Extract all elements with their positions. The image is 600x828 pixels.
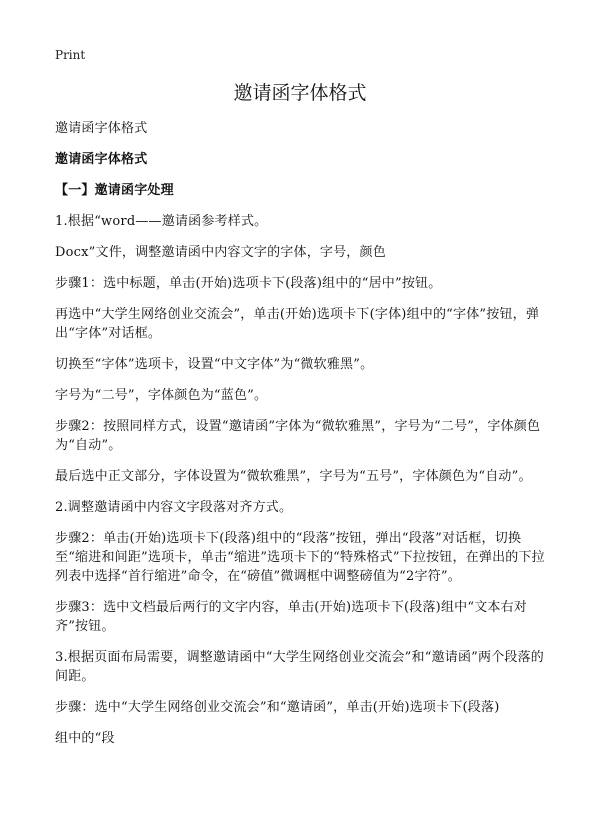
paragraph-11: 步骤3：选中文档最后两行的文字内容，单击(开始)选项卡下(段落)组中“文本右对齐”按钮。 xyxy=(55,600,528,634)
paragraph-5: 切换至“字体”选项卡，设置“中文字体”为“微软雅黑”。 xyxy=(55,357,374,372)
paragraph-3: 步骤1：选中标题，单击(开始)选项卡下(段落)组中的“居中”按钮。 xyxy=(55,276,442,291)
paragraph-8: 最后选中正文部分，字体设置为“微软雅黑”，字号为“五号”，字体颜色为“自动”。 xyxy=(55,469,532,484)
paragraph-13: 步骤：选中“大学生网络创业交流会”和“邀请函”，单击(开始)选项卡下(段落) xyxy=(55,700,500,715)
document-body xyxy=(55,119,545,760)
paragraph-9: 2.调整邀请函中内容文字段落对齐方式。 xyxy=(55,500,293,515)
paragraph-12: 3.根据页面布局需要，调整邀请函中“大学生网络创业交流会”和“邀请函”两个段落的间距。 xyxy=(55,650,544,684)
print-label: Print xyxy=(55,48,86,62)
paragraph-14: 组中的“段 xyxy=(55,731,115,746)
paragraph-2: Docx”文件，调整邀请函中内容文字的字体，字号，颜色 xyxy=(55,245,386,260)
document-subtitle: 邀请函字体格式 xyxy=(55,121,148,136)
paragraph-10: 步骤2：单击(开始)选项卡下(段落)组中的“段落”按钮，弹出“段落”对话框，切换至“缩进和间距”选项卡，单击“缩进”选项卡下的“特殊格式”下拉按钮，在弹出的下拉列表中选择“首行缩进”命令，在“磅值”微调框中调整磅值为“2字符”。 xyxy=(55,531,545,584)
page-title: 邀请函字体格式 xyxy=(233,82,367,104)
document-heading: 邀请函字体格式 xyxy=(55,152,148,167)
paragraph-6: 字号为“二号”，字体颜色为“蓝色”。 xyxy=(55,388,268,403)
paragraph-4: 再选中“大学生网络创业交流会”，单击(开始)选项卡下(字体)组中的“字体”按钮，弹出“字体”对话框。 xyxy=(55,307,540,341)
paragraph-1: 1.根据“word——邀请函参考样式。 xyxy=(55,214,268,229)
paragraph-7: 步骤2：按照同样方式，设置“邀请函”字体为“微软雅黑”，字号为“二号”，字体颜色为“自动”。 xyxy=(55,419,541,453)
section-heading: 【一】邀请函字处理 xyxy=(55,183,174,198)
